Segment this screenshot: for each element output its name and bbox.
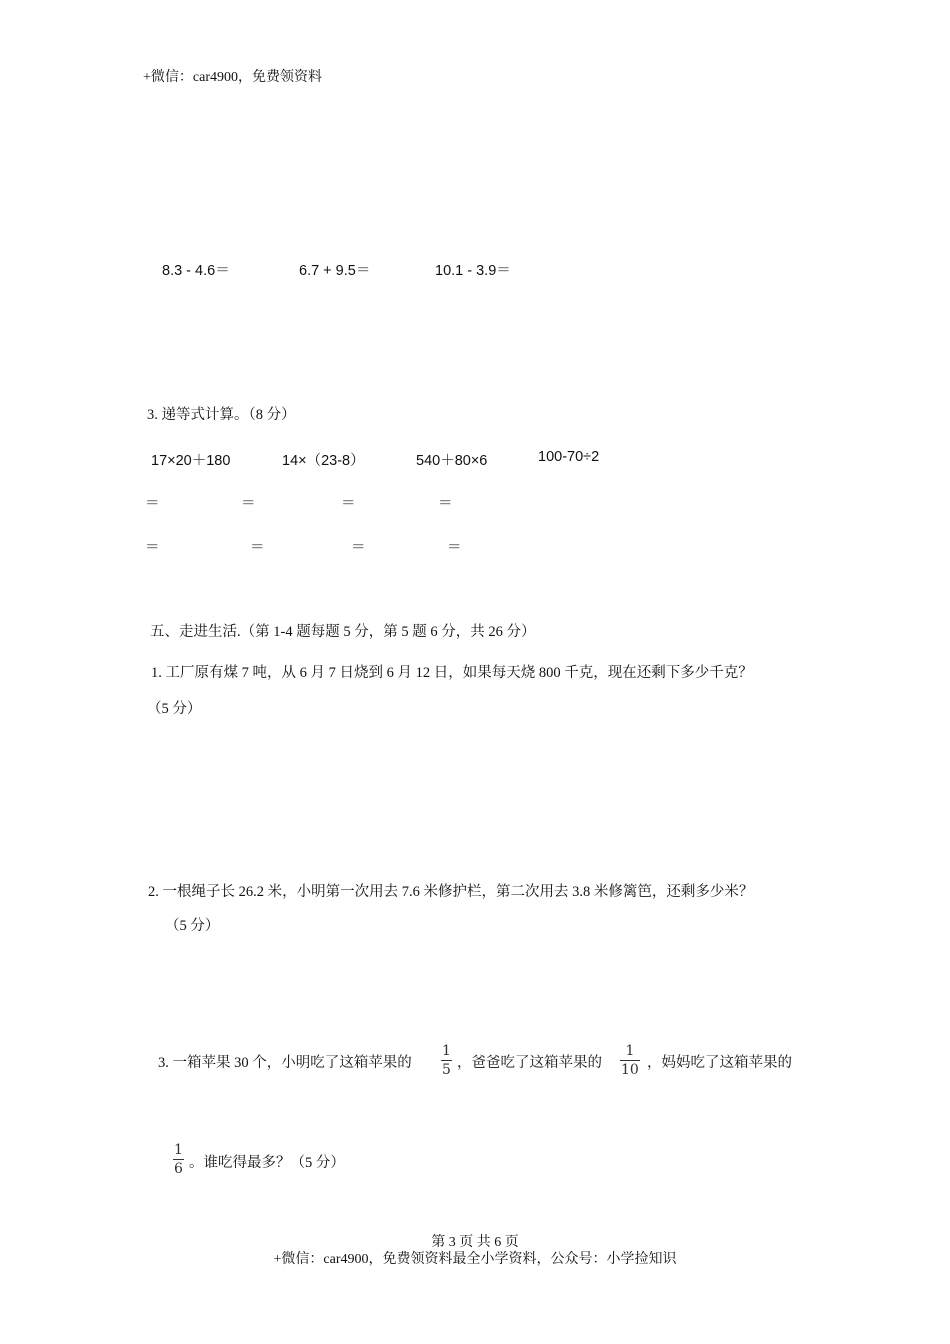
fraction-one-tenth: [620, 1042, 640, 1079]
header-watermark: +微信：car4900，免费领资料: [143, 70, 322, 85]
q3-apple-part2: ，爸爸吃了这箱苹果的: [457, 1055, 602, 1071]
q3-title: 3. 递等式计算。（8 分）: [147, 407, 296, 423]
equals-sign: ＝: [250, 540, 265, 556]
fraction-denominator: 10: [621, 1062, 639, 1078]
q3-expr-2: 14×（23-8）: [282, 453, 365, 469]
decimal-op-2: 6.7 + 9.5＝: [299, 263, 371, 279]
section5-title: 五、走进生活.（第 1-4 题每题 5 分，第 5 题 6 分，共 26 分）: [150, 624, 536, 640]
fraction-numerator: 1: [442, 1043, 451, 1059]
fraction-numerator: 1: [174, 1142, 183, 1158]
q3-apple-part1: 3. 一箱苹果 30 个，小明吃了这箱苹果的: [158, 1055, 412, 1071]
equals-sign: ＝: [351, 540, 366, 556]
equals-sign: ＝: [145, 496, 160, 512]
q3-expr-3: 540＋80×6: [416, 453, 488, 469]
q1-line2: （5 分）: [147, 701, 202, 717]
decimal-op-1: 8.3 - 4.6＝: [162, 263, 230, 279]
decimal-op-3: 10.1 - 3.9＝: [435, 263, 511, 279]
equals-sign: ＝: [241, 496, 256, 512]
q3-expr-4: 100-70÷2: [538, 449, 600, 465]
equals-sign: ＝: [145, 540, 160, 556]
q3-apple-part3: ，妈妈吃了这箱苹果的: [647, 1055, 792, 1071]
fraction-one-sixth: [173, 1141, 184, 1178]
equals-sign: ＝: [447, 540, 462, 556]
q3-expr-1: 17×20＋180: [151, 453, 231, 469]
fraction-one-fifth: [441, 1042, 452, 1079]
fraction-numerator: 1: [625, 1043, 635, 1059]
fraction-denominator: 6: [174, 1161, 183, 1177]
equals-sign: ＝: [438, 496, 453, 512]
q2-line1: 2. 一根绳子长 26.2 米，小明第一次用去 7.6 米修护栏，第二次用去 3.8 米修篱笆，还剩多少米？: [148, 884, 754, 900]
q3-apple-line2: 。谁吃得最多？（5 分）: [189, 1155, 345, 1171]
footer-watermark: +微信：car4900，免费领资料最全小学资料，公众号：小学捡知识: [273, 1252, 677, 1267]
page-number: 第 3 页 共 6 页: [431, 1235, 519, 1250]
q1-line1: 1. 工厂原有煤 7 吨，从 6 月 7 日烧到 6 月 12 日，如果每天烧 800 千克，现在还剩下多少千克？: [151, 665, 753, 681]
fraction-denominator: 5: [442, 1062, 451, 1078]
q2-line2: （5 分）: [165, 918, 220, 934]
equals-sign: ＝: [341, 496, 356, 512]
